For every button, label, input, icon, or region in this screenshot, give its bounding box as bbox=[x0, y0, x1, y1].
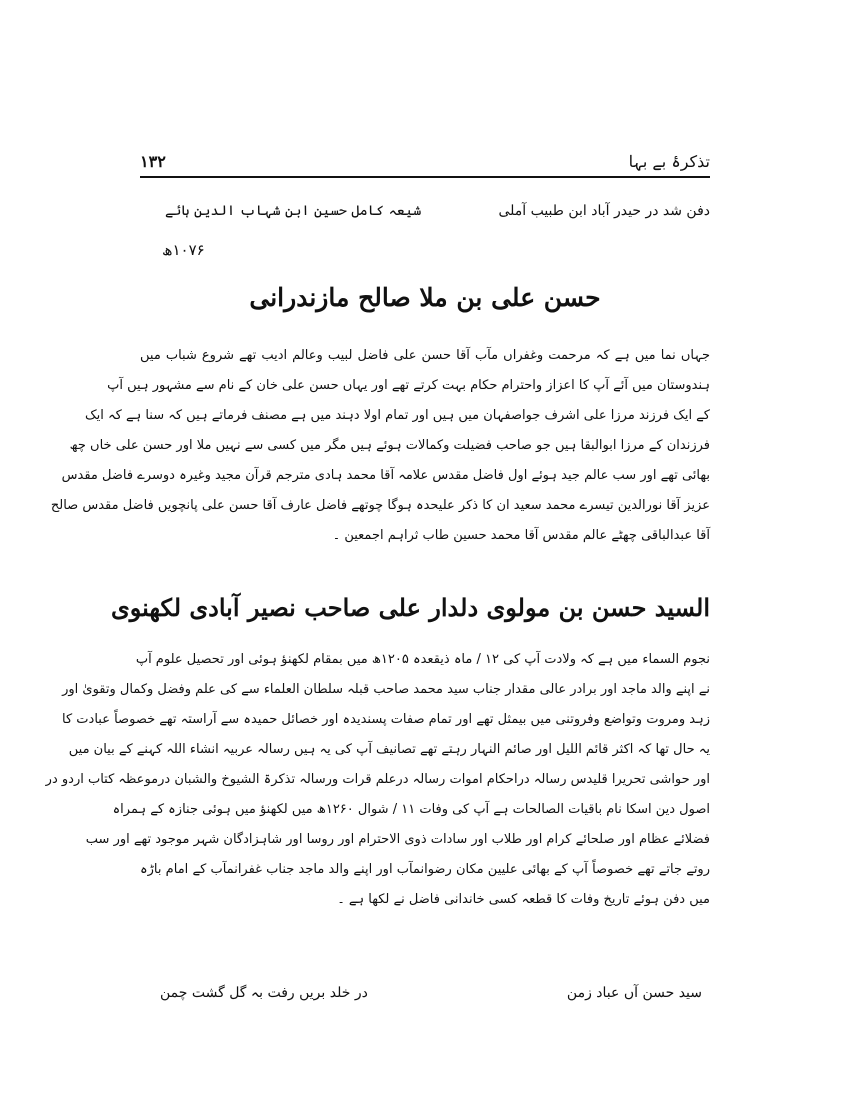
text-line: بھائی تھے اور سب عالم جید ہوئے اول فاضل مقدس علامہ آقا محمد ہادی مترجم قرآن مجید وغیرہ دوسرے فاضل مقدس bbox=[61, 468, 710, 483]
verse-year: ۱۰۷۶ھ bbox=[162, 241, 205, 259]
section-heading-syed-hasan: السید حسن بن مولوی دلدار علی صاحب نصیر آبادی لکھنوی bbox=[110, 593, 710, 622]
text-line: میں دفن ہوئے تاریخ وفات کا قطعہ کسی خاندانی فاضل نے لکھا ہے ۔ bbox=[337, 892, 710, 907]
text-line: نے اپنے والد ماجد اور برادر عالی مقدار جناب سید محمد صاحب قبلہ سلطان العلماء سے کی علم وفضل وکمال وتقویٰ اور bbox=[62, 682, 710, 697]
text-line: اور حواشی تحریرا قلیدس رسالہ دراحکام اموات رسالہ درعلم قرات ورسالہ تذکرۃ الشیوخ والشبان درموعظہ کتاب اردو در bbox=[45, 772, 710, 787]
text-line: عزیز آقا نورالدین تیسرے محمد سعید ان کا ذکر علیحدہ ہوگا چوتھے فاضل عارف آقا حسن علی پانچویں فاضل مقدس صالح bbox=[50, 498, 710, 513]
verse-top-left: شیعہ کامل حسین ابن شہاب الدین ہائے bbox=[165, 203, 422, 219]
verse-bottom-left: در خلد بریں رفت بہ گل گشت چمن bbox=[160, 985, 368, 1001]
verse-top-right: دفن شد در حیدر آباد ابن طبیب آملی bbox=[498, 203, 710, 219]
text-line: زہد ومروت وتواضع وفروتنی میں بیمثل تھے اور تمام صفات پسندیدہ اور خصائل حمیدہ سے آراستہ تھے خصوصاً عبادت کا bbox=[62, 712, 710, 727]
text-line: فضلائے عظام اور صلحائے کرام اور طلاب اور سادات ذوی الاحترام اور روسا اور شاہزادگان شہر موجود تھے اور سب bbox=[85, 832, 710, 847]
text-line: یہ حال تھا کہ اکثر قائم اللیل اور صائم النہار رہتے تھے تصانیف آپ کی یہ ہیں رسالہ عربیہ انشاء اللہ کہنے کے بیان میں bbox=[68, 742, 710, 757]
text-line: جہاں نما میں ہے کہ مرحمت وغفراں مآب آقا حسن علی فاضل لبیب وعالم ادیب تھے شروع شباب میں bbox=[140, 348, 710, 363]
text-line: کے ایک فرزند مرزا علی اشرف جواصفہان میں ہیں اور تمام اولا دہند میں ہے مصنف فرماتے ہیں کہ سنا ہے کہ ایک bbox=[85, 408, 710, 423]
text-line: روتے جاتے تھے خصوصاً آپ کے بھائی علیین مکان رضوانمآب اور اپنے والد ماجد جناب غفرانمآب کے امام باڑہ bbox=[140, 862, 710, 877]
text-line: نجوم السماء میں ہے کہ ولادت آپ کی ۱۲ / ماہ ذیقعدہ ۱۲۰۵ھ میں بمقام لکھنؤ ہوئی اور تحصیل علوم آپ bbox=[135, 652, 710, 667]
header-rule bbox=[140, 176, 710, 178]
text-line: اصول دین اسکا نام باقیات الصالحات ہے آپ کی وفات ۱۱ / شوال ۱۲۶۰ھ میں لکھنؤ میں ہوئی جنازہ کے ہمراہ bbox=[112, 802, 710, 817]
section2-paragraph bbox=[45, 645, 710, 915]
text-line: فرزندان کے مرزا ابوالبقا ہیں جو صاحب فضیلت وکمالات ہوئے ہیں مگر میں کسی سے نہیں ملا اور حسن علی خاں چھ bbox=[69, 438, 710, 453]
page-header bbox=[140, 152, 710, 174]
verse-bottom-right: سید حسن آں عباد زمن bbox=[566, 985, 702, 1001]
section-heading-hasan-ali: حسن علی بن ملا صالح مازندرانی bbox=[249, 283, 601, 312]
page-number: ۱۳۲ bbox=[140, 152, 166, 171]
text-line: آقا عبدالباقی چھٹے عالم مقدس آقا محمد حسین طاب ثراہم اجمعین ۔ bbox=[332, 528, 710, 543]
section1-paragraph bbox=[50, 341, 710, 551]
text-line: ہندوستان میں آئے آپ کا اعزاز واحترام حکام بہت کرتے تھے اور یہاں حسن علی خان کے نام سے مشہور ہیں آپ bbox=[107, 378, 710, 393]
running-title: تذکرۂ بے بہا bbox=[628, 152, 710, 171]
